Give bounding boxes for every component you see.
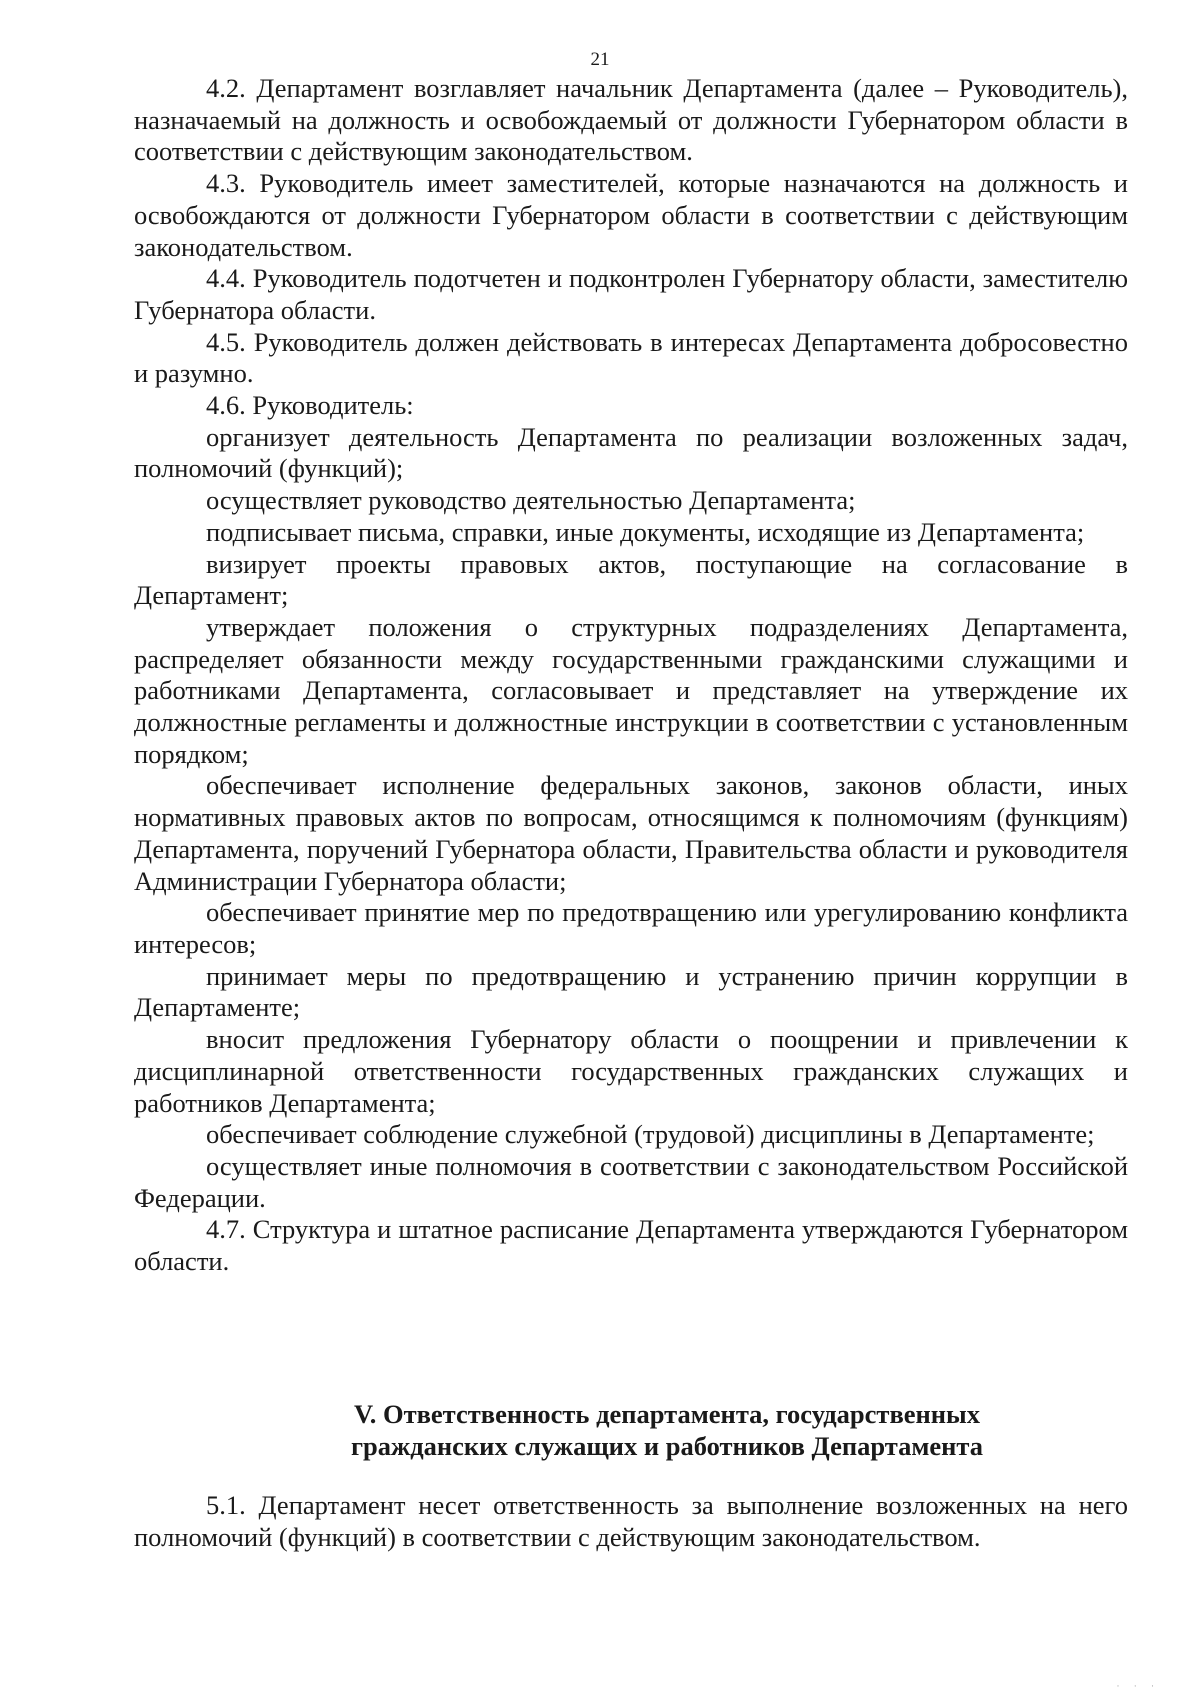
paragraph-4-5: 4.5. Руководитель должен действовать в интересах Департамента добросовестно и разумно.: [134, 326, 1128, 389]
list-item: подписывает письма, справки, иные документы, исходящие из Департамента;: [206, 516, 1085, 547]
list-item: вносит предложения Губернатору области о поощрении и привлечении к дисциплинарной ответственности государственных гражданских служащих и работников Департамента;: [134, 1024, 1128, 1118]
section-5-body: [134, 1490, 1128, 1553]
paragraph-4-4: 4.4. Руководитель подотчетен и подконтролен Губернатору области, заместителю Губернатора области.: [134, 263, 1128, 325]
list-item: визирует проекты правовых актов, поступающие на согласование в Департамент;: [134, 548, 1128, 611]
section-heading-line-2: гражданских служащих и работников Департамента: [350, 1431, 983, 1461]
list-item: осуществляет руководство деятельностью Департамента;: [206, 485, 856, 516]
paragraph-5-1: 5.1. Департамент несет ответственность за выполнение возложенных на него полномочий (функций) в соответствии с действующим законодательством.: [134, 1490, 1128, 1552]
list-item: осуществляет иные полномочия в соответствии с законодательством Российской Федерации.: [134, 1150, 1128, 1213]
list-item: принимает меры по предотвращению и устранению причин коррупции в Департаменте;: [134, 960, 1128, 1023]
paragraph-4-3: 4.3. Руководитель имеет заместителей, которые назначаются на должность и освобождаются от должности Губернатором области в соответствии с действующим законодательством.: [134, 168, 1128, 262]
list-item: обеспечивает исполнение федеральных законов, законов области, иных нормативных правовых актов по вопросам, относящимся к полномочиям (функциям) Департамента, поручений Губернатора области, Правительства области и руководителя Администрации Губернатора области;: [134, 770, 1128, 896]
section-heading-line-1: V. Ответственность департамента, государственных: [354, 1399, 980, 1429]
paragraph-4-6: 4.6. Руководитель:: [206, 390, 414, 421]
section-4-body: [134, 73, 1128, 1278]
paragraph-4-7: 4.7. Структура и штатное расписание Департамента утверждаются Губернатором области.: [134, 1214, 1128, 1277]
paragraph-4-2: 4.2. Департамент возглавляет начальник Департамента (далее – Руководитель), назначаемый на должность и освобождаемый от должности Губернатором области в соответствии с действующим законодательством.: [134, 73, 1128, 167]
section-heading: [134, 1398, 1128, 1462]
list-item: организует деятельность Департамента по реализации возложенных задач, полномочий (функций);: [134, 421, 1128, 484]
scan-artifact: · · ·: [1116, 1681, 1160, 1691]
list-item: обеспечивает соблюдение служебной (трудовой) дисциплины в Департаменте;: [206, 1119, 1095, 1150]
list-item: утверждает положения о структурных подразделениях Департамента, распределяет обязанности между государственными гражданскими служащими и работниками Департамента, согласовывает и представляет на утверждение их должностные регламенты и должностные инструкции в соответствии с установленным порядком;: [134, 611, 1128, 769]
page-number: 21: [590, 49, 610, 70]
list-item: обеспечивает принятие мер по предотвращению или урегулированию конфликта интересов;: [134, 897, 1128, 959]
